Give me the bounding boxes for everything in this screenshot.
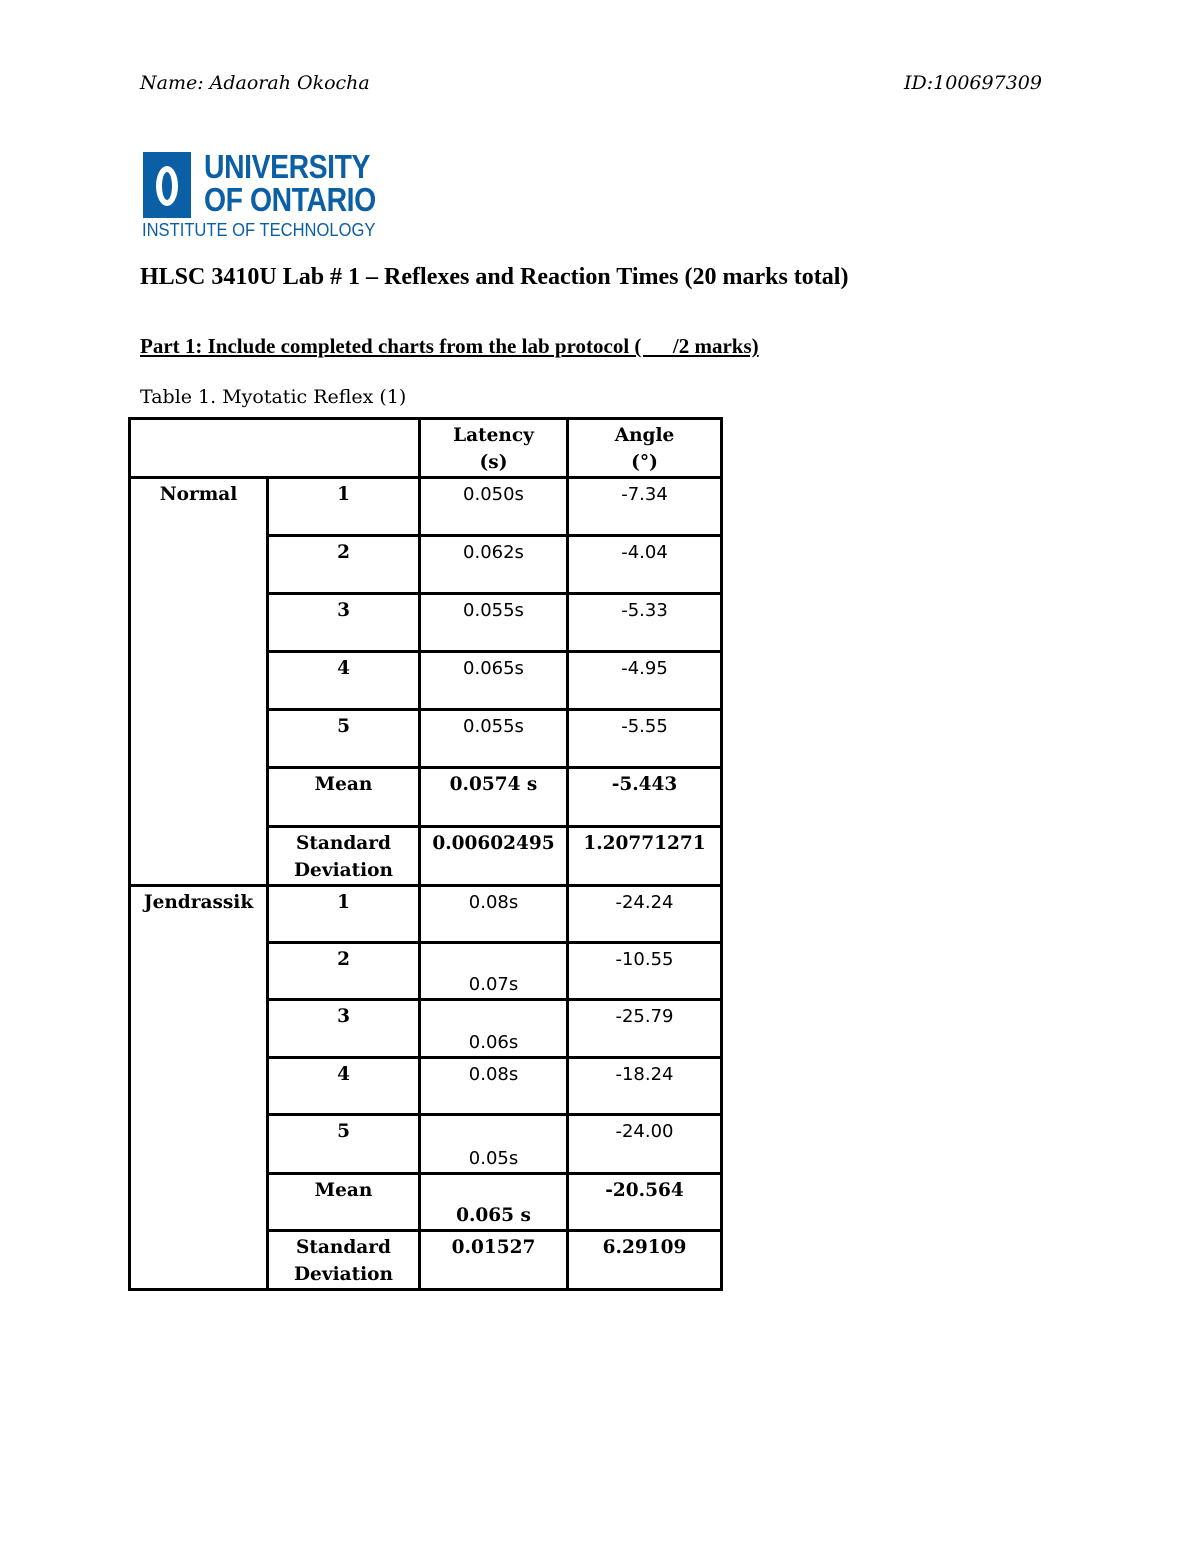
mean-angle-value: -5.443 <box>568 768 722 827</box>
logo-text-university: UNIVERSITY <box>204 148 371 185</box>
header-angle-unit: (°) <box>631 452 658 473</box>
latency-value: 0.05s <box>420 1115 568 1174</box>
trial-number: 4 <box>268 1058 420 1115</box>
trial-number: 1 <box>268 886 420 943</box>
mean-angle-value: -20.564 <box>568 1174 722 1231</box>
logo-text-institute: INSTITUTE OF TECHNOLOGY <box>142 220 376 240</box>
sd-latency-value: 0.01527 <box>420 1231 568 1290</box>
latency-value: 0.062s <box>420 536 568 594</box>
latency-value: 0.050s <box>420 478 568 536</box>
header-angle-label: Angle <box>614 425 675 446</box>
sd-angle-value: 6.29109 <box>568 1231 722 1290</box>
sd-label-line1: Standard <box>296 1237 391 1258</box>
trial-number: 2 <box>268 943 420 1000</box>
angle-value: -24.00 <box>568 1115 722 1174</box>
angle-value: -24.24 <box>568 886 722 943</box>
mean-label: Mean <box>268 1174 420 1231</box>
latency-value: 0.055s <box>420 594 568 652</box>
sd-label-line1: Standard <box>296 833 391 854</box>
angle-value: -4.04 <box>568 536 722 594</box>
trial-number: 4 <box>268 652 420 710</box>
student-name: Name: Adaorah Okocha <box>140 72 370 94</box>
mean-latency-value: 0.065 s <box>420 1174 568 1231</box>
sd-label <box>268 1231 420 1290</box>
angle-value: -5.55 <box>568 710 722 768</box>
table-row <box>130 886 722 943</box>
angle-value: -25.79 <box>568 1000 722 1058</box>
header-empty-cell <box>130 419 420 478</box>
latency-value: 0.08s <box>420 886 568 943</box>
angle-value: -18.24 <box>568 1058 722 1115</box>
group-label-normal: Normal <box>130 478 268 886</box>
angle-value: -5.33 <box>568 594 722 652</box>
latency-value: 0.08s <box>420 1058 568 1115</box>
myotatic-reflex-table <box>128 417 723 1291</box>
sd-label-line2: Deviation <box>294 1264 393 1285</box>
university-logo-mark-icon <box>143 152 191 218</box>
table-row <box>130 478 722 536</box>
table-header-row <box>130 419 722 478</box>
sd-label-line2: Deviation <box>294 860 393 881</box>
mean-label: Mean <box>268 768 420 827</box>
header-latency-unit: (s) <box>479 452 508 473</box>
sd-latency-value: 0.00602495 <box>420 827 568 886</box>
latency-value: 0.055s <box>420 710 568 768</box>
header-latency-label: Latency <box>453 425 534 446</box>
sd-angle-value: 1.20771271 <box>568 827 722 886</box>
latency-value: 0.065s <box>420 652 568 710</box>
logo-text-of-ontario: OF ONTARIO <box>204 181 376 218</box>
sd-label <box>268 827 420 886</box>
angle-value: -4.95 <box>568 652 722 710</box>
angle-value: -7.34 <box>568 478 722 536</box>
trial-number: 5 <box>268 1115 420 1174</box>
trial-number: 1 <box>268 478 420 536</box>
latency-value: 0.06s <box>420 1000 568 1058</box>
trial-number: 3 <box>268 594 420 652</box>
trial-number: 2 <box>268 536 420 594</box>
group-label-jendrassik: Jendrassik <box>130 886 268 1290</box>
table-caption: Table 1. Myotatic Reflex (1) <box>140 386 407 408</box>
document-title: HLSC 3410U Lab # 1 – Reflexes and Reaction Times (20 marks total) <box>140 264 849 290</box>
latency-value: 0.07s <box>420 943 568 1000</box>
header-angle <box>568 419 722 478</box>
header-latency <box>420 419 568 478</box>
student-id: ID:100697309 <box>904 72 1042 94</box>
angle-value: -10.55 <box>568 943 722 1000</box>
mean-latency-value: 0.0574 s <box>420 768 568 827</box>
trial-number: 3 <box>268 1000 420 1058</box>
university-logo <box>140 148 390 243</box>
trial-number: 5 <box>268 710 420 768</box>
part1-heading: Part 1: Include completed charts from the lab protocol ( /2 marks) <box>140 334 759 358</box>
